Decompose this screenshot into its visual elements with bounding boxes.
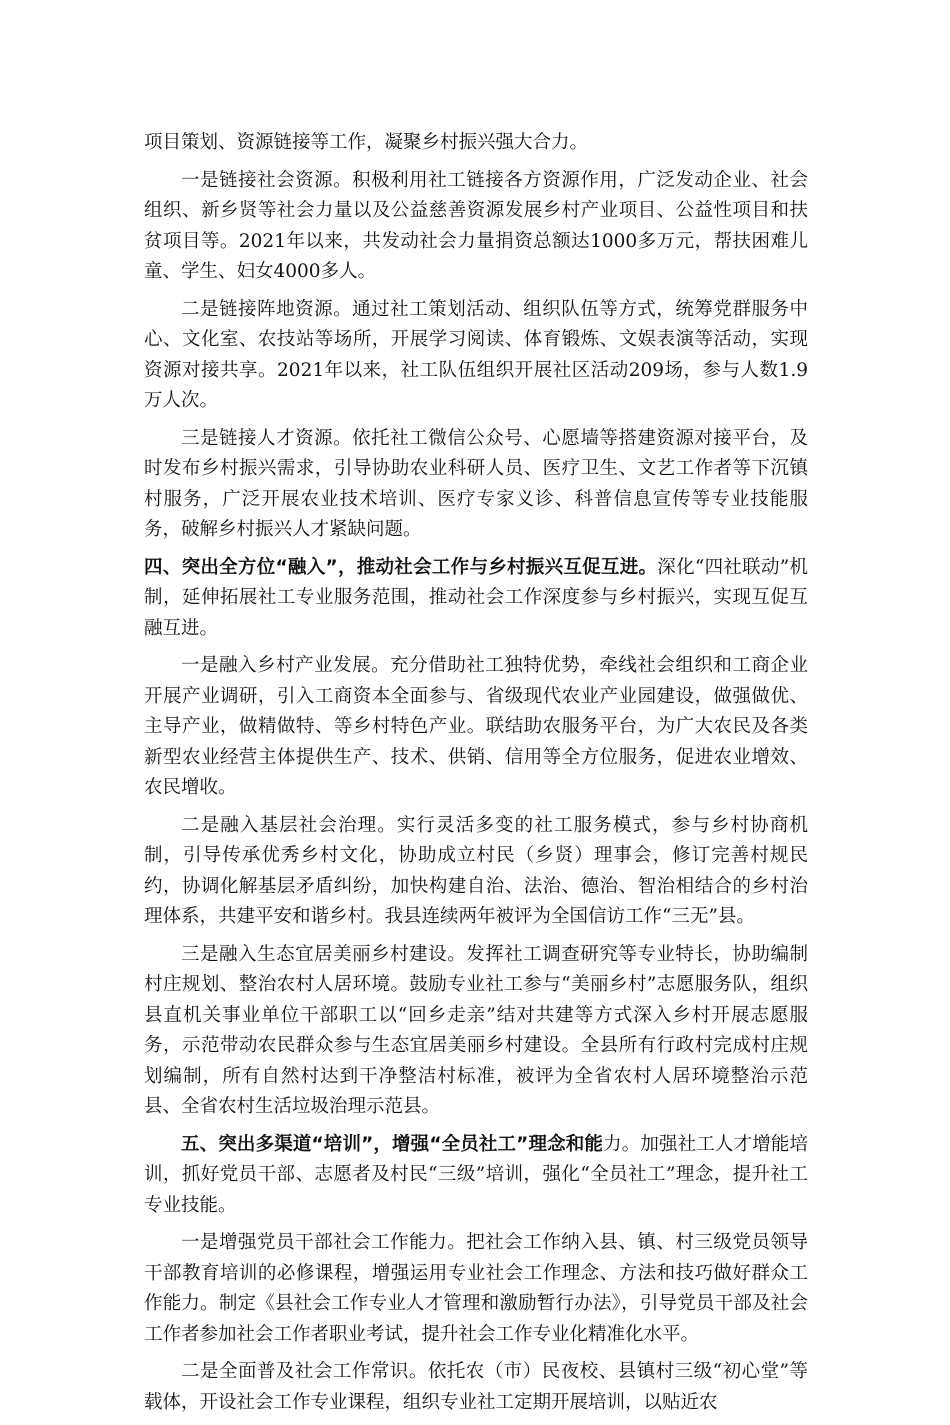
paragraph-rural-industry: 一是融入乡村产业发展。充分借助社工独特优势，牵线社会组织和工商企业开展产业调研，引入工商资本全面参与、省级现代农业产业园建设，做强做优、主导产业，做精做特、等乡村特色产业。联结助农服务平台，为广大农民及各类新型农业经营主体提供生产、技术、供销、信用等全方位服务，促进农业增效、农民增收。 [144, 655, 808, 798]
section-five [144, 1130, 808, 1222]
section-four-body: 深化“四社联动”机制，延伸拓展社工专业服务范围，推动社会工作深度参与乡村振兴，实现互促互融互进。 [144, 556, 808, 639]
paragraph-cadre-capacity: 一是增强党员干部社会工作能力。把社会工作纳入县、镇、村三级党员领导干部教育培训的必修课程，增强运用专业社会工作理念、方法和技巧做好群众工作能力。制定《县社会工作专业人才管理和激励暂行办法》，引导党员干部及社会工作者参加社会工作者职业考试，提升社会工作专业化精准化水平。 [144, 1232, 808, 1345]
document-body [144, 128, 808, 1425]
paragraph-beautiful-village: 三是融入生态宜居美丽乡村建设。发挥社工调查研究等专业特长，协助编制村庄规划、整治农村人居环境。鼓励专业社工参与“美丽乡村”志愿服务队，组织县直机关事业单位干部职工以“回乡走亲”结对共建等方式深入乡村开展志愿服务，示范带动农民群众参与生态宜居美丽乡村建设。全县所有行政村完成村庄规划编制，所有自然村达到干净整洁村标准，被评为全省农村人居环境整治示范县、全省农村生活垃圾治理示范县。 [144, 943, 808, 1117]
paragraph-grassroots-governance: 二是融入基层社会治理。实行灵活多变的社工服务模式，参与乡村协商机制，引导传承优秀乡村文化，协助成立村民（乡贤）理事会，修订完善村规民约，协调化解基层矛盾纠纷，加快构建自治、法治、德治、智治相结合的乡村治理体系，共建平安和谐乡村。我县连续两年被评为全国信访工作“三无”县。 [144, 814, 808, 927]
section-four [144, 553, 808, 645]
paragraph-popularize-knowledge: 二是全面普及社会工作常识。依托农（市）民夜校、县镇村三级“初心堂”等载体，开设社会工作专业课程，组织专业社工定期开展培训，以贴近农 [144, 1361, 808, 1413]
paragraph-link-venue-resources: 二是链接阵地资源。通过社工策划活动、组织队伍等方式，统筹党群服务中心、文化室、农技站等场所，开展学习阅读、体育锻炼、文娱表演等活动，实现资源对接共享。2021年以来，社工队伍组织开展社区活动209场，参与人数1.9万人次。 [144, 298, 808, 411]
paragraph-link-talent-resources: 三是链接人才资源。依托社工微信公众号、心愿墙等搭建资源对接平台，及时发布乡村振兴需求，引导协助农业科研人员、医疗卫生、文艺工作者等下沉镇村服务，广泛开展农业技术培训、医疗专家义诊、科普信息宣传等专业技能服务，破解乡村振兴人才紧缺问题。 [144, 427, 808, 540]
paragraph-link-social-resources: 一是链接社会资源。积极利用社工链接各方资源作用，广泛发动企业、社会组织、新乡贤等社会力量以及公益慈善资源发展乡村产业项目、公益性项目和扶贫项目等。2021年以来，共发动社会力量捐资总额达1000多万元，帮扶困难儿童、学生、妇女4000多人。 [144, 169, 808, 282]
paragraph-continuation: 项目策划、资源链接等工作，凝聚乡村振兴强大合力。 [144, 132, 589, 153]
section-five-body: 力。加强社工人才增能培训，抓好党员干部、志愿者及村民“三级”培训，强化“全员社工”理念，提升社工专业技能。 [144, 1133, 808, 1216]
section-five-heading: 五、突出多渠道“培训”，增强“全员社工”理念和能 [181, 1133, 604, 1155]
section-four-heading: 四、突出全方位“融入”，推动社会工作与乡村振兴互促互进。 [144, 556, 658, 578]
